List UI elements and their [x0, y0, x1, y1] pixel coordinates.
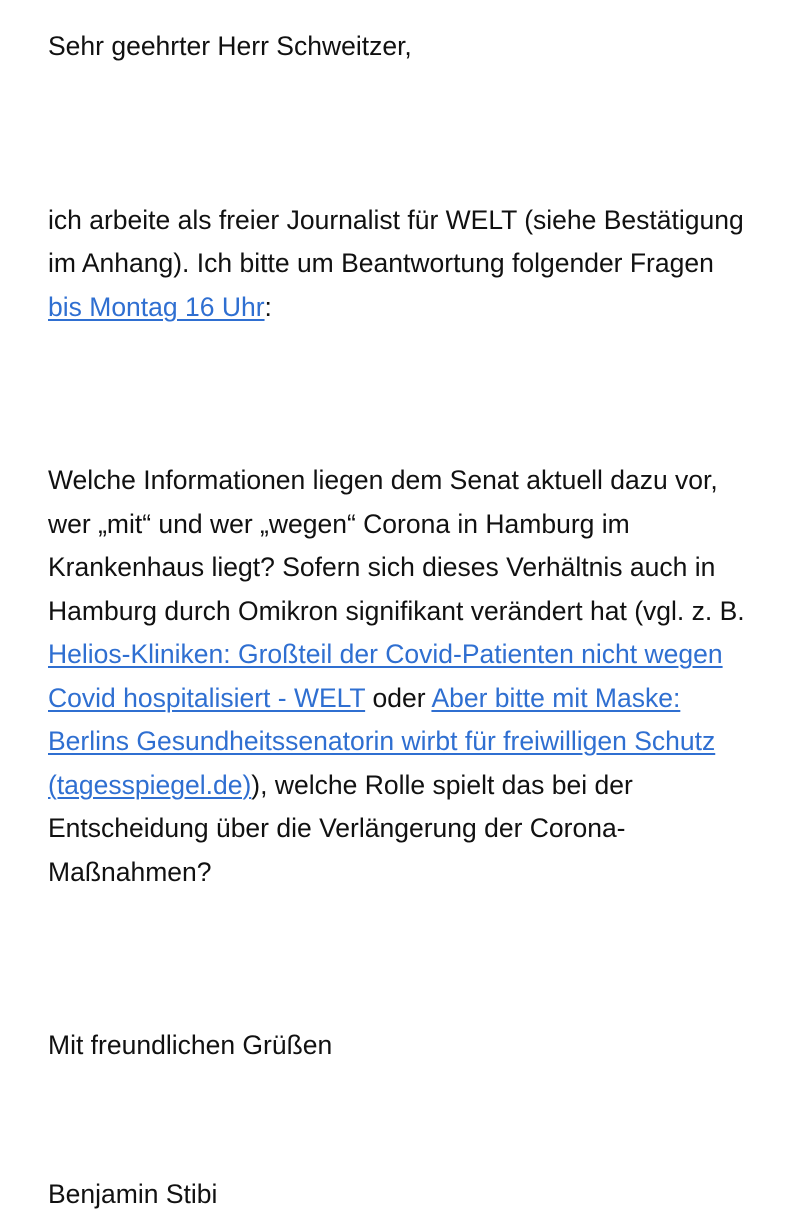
- deadline-link[interactable]: bis Montag 16 Uhr: [48, 292, 265, 322]
- email-body: [48, 25, 748, 1216]
- intro-text-end: :: [265, 292, 272, 322]
- welt-article-link[interactable]: Helios-Kliniken: Großteil der Covid-Patienten nicht wegen Covid hospitalisiert - WELT: [48, 639, 723, 713]
- signature: Benjamin Stibi: [48, 1173, 748, 1216]
- intro-paragraph: [48, 199, 748, 330]
- question-text-end: ), welche Rolle spielt das bei der Entscheidung über die Verlängerung der Corona-Maßnahmen?: [48, 770, 633, 887]
- greeting: Sehr geehrter Herr Schweitzer,: [48, 25, 748, 69]
- tagesspiegel-article-link[interactable]: Aber bitte mit Maske: Berlins Gesundheitssenatorin wirbt für freiwilligen Schutz (tagesspiegel.de): [48, 683, 715, 800]
- closing: Mit freundlichen Grüßen: [48, 1024, 748, 1068]
- question-text: Welche Informationen liegen dem Senat aktuell dazu vor, wer „mit“ und wer „wegen“ Corona in Hamburg im Krankenhaus liegt? Sofern sich dieses Verhältnis auch in Hamburg durch Omikron signifikant verändert hat (vgl. z. B.: [48, 465, 745, 626]
- question-connector: oder: [365, 683, 431, 713]
- question-paragraph: [48, 459, 748, 894]
- intro-text: ich arbeite als freier Journalist für WELT (siehe Bestätigung im Anhang). Ich bitte um Beantwortung folgender Fragen: [48, 205, 744, 279]
